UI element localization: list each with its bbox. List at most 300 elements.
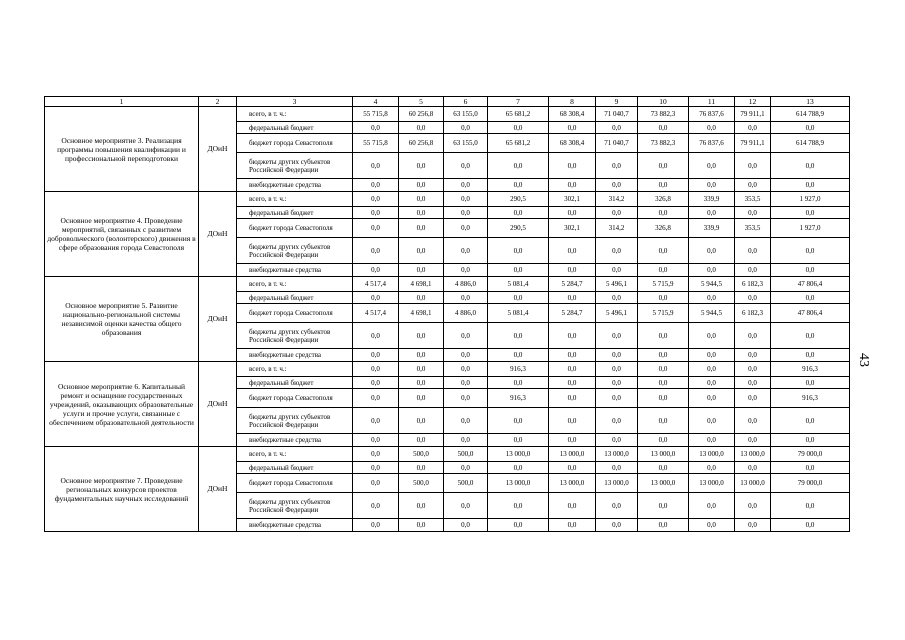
value-cell: 0,0 [399,292,444,304]
value-cell: 63 155,0 [444,107,488,122]
value-cell: 0,0 [689,292,735,304]
value-cell: 0,0 [444,238,488,264]
value-cell: 13 000,0 [735,474,771,493]
value-cell: 0,0 [399,349,444,362]
value-cell: 47 806,4 [771,304,850,323]
value-cell: 68 308,4 [549,134,596,153]
value-cell: 0,0 [353,434,399,447]
value-cell: 65 681,2 [488,134,549,153]
value-cell: 290,5 [488,219,549,238]
value-cell: 4 517,4 [353,277,399,292]
value-cell: 0,0 [771,207,850,219]
value-cell: 0,0 [596,493,638,519]
funding-source: бюджеты других субъектов Российской Федерации [237,493,353,519]
value-cell: 0,0 [353,264,399,277]
value-cell: 13 000,0 [549,447,596,462]
value-cell: 0,0 [444,434,488,447]
value-cell: 0,0 [444,264,488,277]
value-cell: 353,5 [735,192,771,207]
value-cell: 76 837,6 [689,107,735,122]
header-cell: 1 [45,97,199,107]
responsible-executor: ДОиН [199,192,237,277]
value-cell: 0,0 [488,122,549,134]
value-cell: 0,0 [638,238,689,264]
value-cell: 0,0 [596,349,638,362]
value-cell: 0,0 [638,323,689,349]
value-cell: 4 698,1 [399,277,444,292]
value-cell: 302,1 [549,192,596,207]
value-cell: 0,0 [689,207,735,219]
value-cell: 0,0 [735,238,771,264]
value-cell: 0,0 [549,349,596,362]
value-cell: 0,0 [488,264,549,277]
value-cell: 0,0 [399,179,444,192]
value-cell: 0,0 [596,153,638,179]
funding-source: бюджеты других субъектов Российской Федерации [237,238,353,264]
value-cell: 0,0 [689,377,735,389]
header-cell: 9 [596,97,638,107]
value-cell: 0,0 [353,408,399,434]
value-cell: 0,0 [735,519,771,532]
value-cell: 6 182,3 [735,277,771,292]
value-cell: 353,5 [735,219,771,238]
value-cell: 314,2 [596,192,638,207]
value-cell: 0,0 [549,408,596,434]
value-cell: 0,0 [689,179,735,192]
value-cell: 0,0 [399,377,444,389]
value-cell: 0,0 [735,362,771,377]
value-cell: 0,0 [638,462,689,474]
value-cell: 0,0 [444,292,488,304]
value-cell: 0,0 [444,389,488,408]
value-cell: 0,0 [399,389,444,408]
value-cell: 0,0 [771,323,850,349]
header-cell: 13 [771,97,850,107]
value-cell: 916,3 [488,362,549,377]
header-cell: 3 [237,97,353,107]
activity-name: Основное мероприятие 7. Проведение региональных конкурсов проектов фундаментальных научных исследований [45,447,199,532]
value-cell: 73 882,3 [638,134,689,153]
value-cell: 326,8 [638,192,689,207]
value-cell: 0,0 [488,179,549,192]
value-cell: 0,0 [596,434,638,447]
funding-source: внебюджетные средства [237,179,353,192]
value-cell: 0,0 [596,179,638,192]
value-cell: 0,0 [353,447,399,462]
value-cell: 0,0 [549,519,596,532]
value-cell: 13 000,0 [596,447,638,462]
value-cell: 0,0 [399,153,444,179]
value-cell: 500,0 [399,447,444,462]
value-cell: 0,0 [638,493,689,519]
value-cell: 13 000,0 [488,474,549,493]
value-cell: 0,0 [353,192,399,207]
value-cell: 0,0 [488,323,549,349]
funding-source: бюджет города Севастополя [237,474,353,493]
value-cell: 0,0 [488,377,549,389]
value-cell: 0,0 [444,408,488,434]
value-cell: 0,0 [771,377,850,389]
value-cell: 0,0 [638,292,689,304]
value-cell: 0,0 [689,462,735,474]
value-cell: 0,0 [638,122,689,134]
value-cell: 0,0 [596,519,638,532]
table-row [45,192,850,207]
value-cell: 60 256,8 [399,134,444,153]
value-cell: 1 927,0 [771,192,850,207]
value-cell: 0,0 [399,122,444,134]
funding-source: бюджет города Севастополя [237,134,353,153]
funding-source: федеральный бюджет [237,462,353,474]
value-cell: 0,0 [488,493,549,519]
value-cell: 0,0 [444,122,488,134]
value-cell: 0,0 [549,493,596,519]
value-cell: 916,3 [771,389,850,408]
value-cell: 0,0 [353,122,399,134]
value-cell: 79 911,1 [735,107,771,122]
value-cell: 55 715,8 [353,134,399,153]
value-cell: 6 182,3 [735,304,771,323]
funding-source: всего, в т. ч.: [237,192,353,207]
header-cell: 7 [488,97,549,107]
funding-source: всего, в т. ч.: [237,277,353,292]
value-cell: 0,0 [549,153,596,179]
value-cell: 68 308,4 [549,107,596,122]
responsible-executor: ДОиН [199,107,237,192]
value-cell: 0,0 [638,362,689,377]
value-cell: 0,0 [735,292,771,304]
value-cell: 4 698,1 [399,304,444,323]
value-cell: 290,5 [488,192,549,207]
funding-source: внебюджетные средства [237,349,353,362]
value-cell: 0,0 [353,377,399,389]
value-cell: 0,0 [353,519,399,532]
value-cell: 63 155,0 [444,134,488,153]
value-cell: 0,0 [596,362,638,377]
funding-source: бюджет города Севастополя [237,304,353,323]
funding-source: всего, в т. ч.: [237,362,353,377]
value-cell: 0,0 [353,219,399,238]
value-cell: 0,0 [549,462,596,474]
funding-source: федеральный бюджет [237,377,353,389]
value-cell: 314,2 [596,219,638,238]
value-cell: 65 681,2 [488,107,549,122]
value-cell: 0,0 [549,238,596,264]
value-cell: 0,0 [689,389,735,408]
value-cell: 0,0 [689,238,735,264]
value-cell: 0,0 [444,493,488,519]
value-cell: 47 806,4 [771,277,850,292]
value-cell: 0,0 [353,349,399,362]
value-cell: 0,0 [689,434,735,447]
value-cell: 0,0 [444,323,488,349]
value-cell: 0,0 [399,323,444,349]
funding-source: всего, в т. ч.: [237,107,353,122]
value-cell: 500,0 [444,474,488,493]
value-cell: 5 081,4 [488,277,549,292]
value-cell: 13 000,0 [735,447,771,462]
value-cell: 0,0 [596,122,638,134]
table-body [45,97,850,532]
activity-name: Основное мероприятие 4. Проведение мероприятий, связанных с развитием добровольческого (волонтерского) движения в сфере образования города Севастополя [45,192,199,277]
value-cell: 614 788,9 [771,107,850,122]
value-cell: 0,0 [771,153,850,179]
value-cell: 302,1 [549,219,596,238]
value-cell: 0,0 [488,434,549,447]
value-cell: 0,0 [399,493,444,519]
value-cell: 0,0 [771,179,850,192]
value-cell: 0,0 [444,377,488,389]
value-cell: 326,8 [638,219,689,238]
header-cell: 11 [689,97,735,107]
value-cell: 0,0 [638,519,689,532]
responsible-executor: ДОиН [199,447,237,532]
value-cell: 4 517,4 [353,304,399,323]
value-cell: 0,0 [771,122,850,134]
value-cell: 0,0 [399,434,444,447]
value-cell: 0,0 [399,238,444,264]
value-cell: 0,0 [399,207,444,219]
value-cell: 0,0 [596,389,638,408]
value-cell: 0,0 [771,408,850,434]
value-cell: 614 788,9 [771,134,850,153]
value-cell: 339,9 [689,192,735,207]
value-cell: 500,0 [444,447,488,462]
funding-source: федеральный бюджет [237,292,353,304]
value-cell: 0,0 [549,323,596,349]
value-cell: 1 927,0 [771,219,850,238]
value-cell: 0,0 [444,153,488,179]
value-cell: 0,0 [771,292,850,304]
value-cell: 916,3 [771,362,850,377]
value-cell: 0,0 [444,207,488,219]
value-cell: 0,0 [596,292,638,304]
funding-source: бюджеты других субъектов Российской Федерации [237,323,353,349]
value-cell: 916,3 [488,389,549,408]
value-cell: 60 256,8 [399,107,444,122]
value-cell: 0,0 [549,264,596,277]
value-cell: 0,0 [549,292,596,304]
value-cell: 0,0 [549,377,596,389]
value-cell: 5 284,7 [549,277,596,292]
value-cell: 0,0 [444,462,488,474]
page-number: 43 [856,353,871,367]
header-cell: 10 [638,97,689,107]
value-cell: 0,0 [638,389,689,408]
value-cell: 0,0 [638,377,689,389]
activity-name: Основное мероприятие 5. Развитие национально-региональной системы независимой оценки качества общего образования [45,277,199,362]
value-cell: 0,0 [638,434,689,447]
value-cell: 79 911,1 [735,134,771,153]
funding-source: федеральный бюджет [237,207,353,219]
value-cell: 0,0 [444,192,488,207]
value-cell: 0,0 [353,179,399,192]
value-cell: 0,0 [735,462,771,474]
value-cell: 13 000,0 [638,447,689,462]
value-cell: 5 284,7 [549,304,596,323]
header-cell: 8 [549,97,596,107]
value-cell: 0,0 [353,493,399,519]
value-cell: 0,0 [689,323,735,349]
value-cell: 0,0 [399,408,444,434]
value-cell: 79 000,0 [771,447,850,462]
value-cell: 0,0 [689,519,735,532]
value-cell: 0,0 [549,389,596,408]
funding-source: внебюджетные средства [237,519,353,532]
header-cell: 6 [444,97,488,107]
value-cell: 0,0 [735,122,771,134]
value-cell: 0,0 [399,219,444,238]
value-cell: 0,0 [549,434,596,447]
value-cell: 13 000,0 [689,474,735,493]
value-cell: 0,0 [638,408,689,434]
value-cell: 0,0 [771,349,850,362]
value-cell: 71 040,7 [596,107,638,122]
value-cell: 0,0 [399,192,444,207]
value-cell: 0,0 [771,493,850,519]
funding-source: внебюджетные средства [237,264,353,277]
value-cell: 13 000,0 [488,447,549,462]
value-cell: 0,0 [353,292,399,304]
value-cell: 0,0 [444,362,488,377]
value-cell: 0,0 [596,238,638,264]
funding-source: внебюджетные средства [237,434,353,447]
value-cell: 0,0 [735,434,771,447]
header-row [45,97,850,107]
value-cell: 0,0 [689,122,735,134]
funding-source: бюджеты других субъектов Российской Федерации [237,408,353,434]
value-cell: 0,0 [735,264,771,277]
value-cell: 0,0 [353,462,399,474]
value-cell: 0,0 [488,462,549,474]
value-cell: 0,0 [399,362,444,377]
value-cell: 0,0 [735,207,771,219]
value-cell: 13 000,0 [638,474,689,493]
value-cell: 5 081,4 [488,304,549,323]
value-cell: 0,0 [596,207,638,219]
value-cell: 5 715,9 [638,277,689,292]
value-cell: 13 000,0 [596,474,638,493]
value-cell: 0,0 [488,292,549,304]
value-cell: 0,0 [488,349,549,362]
value-cell: 0,0 [488,207,549,219]
value-cell: 0,0 [444,519,488,532]
table-row [45,277,850,292]
value-cell: 13 000,0 [689,447,735,462]
value-cell: 339,9 [689,219,735,238]
funding-source: федеральный бюджет [237,122,353,134]
value-cell: 500,0 [399,474,444,493]
budget-table [44,96,850,532]
value-cell: 71 040,7 [596,134,638,153]
value-cell: 0,0 [735,493,771,519]
value-cell: 0,0 [488,238,549,264]
value-cell: 5 944,5 [689,304,735,323]
value-cell: 55 715,8 [353,107,399,122]
table-row [45,107,850,122]
value-cell: 0,0 [488,519,549,532]
activity-name: Основное мероприятие 6. Капитальный ремонт и оснащение государственных учреждений, оказывающих образовательные услуги и прочие услуги, связанные с обеспечением образовательной деятельности [45,362,199,447]
value-cell: 73 882,3 [638,107,689,122]
value-cell: 0,0 [689,408,735,434]
value-cell: 0,0 [638,264,689,277]
value-cell: 0,0 [735,349,771,362]
value-cell: 0,0 [689,362,735,377]
value-cell: 0,0 [353,323,399,349]
value-cell: 0,0 [689,493,735,519]
header-cell: 4 [353,97,399,107]
value-cell: 0,0 [353,207,399,219]
value-cell: 0,0 [549,179,596,192]
funding-source: бюджет города Севастополя [237,389,353,408]
value-cell: 0,0 [771,462,850,474]
value-cell: 0,0 [444,219,488,238]
funding-source: бюджеты других субъектов Российской Федерации [237,153,353,179]
responsible-executor: ДОиН [199,362,237,447]
value-cell: 0,0 [596,408,638,434]
value-cell: 0,0 [353,474,399,493]
value-cell: 5 944,5 [689,277,735,292]
value-cell: 0,0 [689,264,735,277]
responsible-executor: ДОиН [199,277,237,362]
table-row [45,362,850,377]
header-cell: 12 [735,97,771,107]
value-cell: 5 496,1 [596,277,638,292]
value-cell: 0,0 [549,362,596,377]
value-cell: 0,0 [638,153,689,179]
value-cell: 0,0 [735,179,771,192]
value-cell: 0,0 [689,349,735,362]
value-cell: 0,0 [638,207,689,219]
value-cell: 0,0 [771,434,850,447]
value-cell: 0,0 [638,179,689,192]
value-cell: 13 000,0 [549,474,596,493]
value-cell: 0,0 [399,264,444,277]
value-cell: 0,0 [771,519,850,532]
value-cell: 0,0 [353,362,399,377]
value-cell: 5 496,1 [596,304,638,323]
value-cell: 0,0 [596,462,638,474]
value-cell: 0,0 [596,377,638,389]
header-cell: 5 [399,97,444,107]
funding-source: бюджет города Севастополя [237,219,353,238]
value-cell: 0,0 [353,153,399,179]
value-cell: 0,0 [735,408,771,434]
value-cell: 76 837,6 [689,134,735,153]
value-cell: 0,0 [689,153,735,179]
value-cell: 0,0 [353,389,399,408]
value-cell: 0,0 [638,349,689,362]
value-cell: 5 715,9 [638,304,689,323]
value-cell: 0,0 [735,377,771,389]
value-cell: 0,0 [549,122,596,134]
value-cell: 0,0 [488,153,549,179]
value-cell: 4 886,0 [444,304,488,323]
value-cell: 0,0 [596,264,638,277]
value-cell: 0,0 [399,462,444,474]
value-cell: 0,0 [399,519,444,532]
value-cell: 0,0 [488,408,549,434]
header-cell: 2 [199,97,237,107]
value-cell: 0,0 [444,179,488,192]
table-row [45,447,850,462]
value-cell: 0,0 [444,349,488,362]
value-cell: 0,0 [353,238,399,264]
value-cell: 0,0 [549,207,596,219]
value-cell: 4 886,0 [444,277,488,292]
value-cell: 0,0 [596,323,638,349]
value-cell: 0,0 [735,153,771,179]
